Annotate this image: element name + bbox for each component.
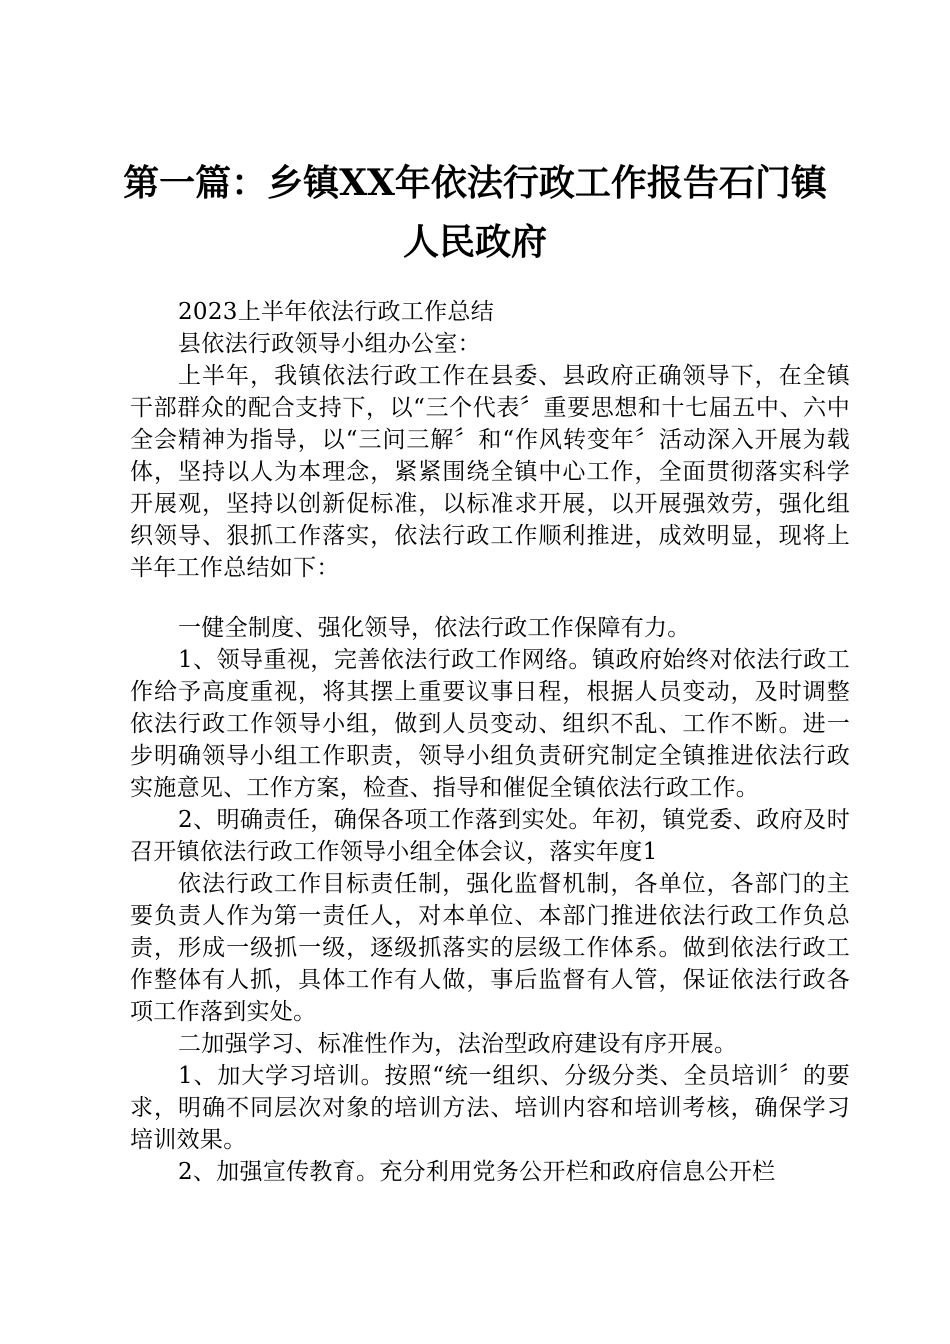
document-body: [130, 296, 850, 1188]
paragraph-1-1: 1、领导重视，完善依法行政工作网络。镇政府始终对依法行政工作给予高度重视，将其摆上重要议事日程，根据人员变动，及时调整依法行政工作领导小组，做到人员变动、组织不乱、工作不断。进一步明确领导小组工作职责，领导小组负责研究制定全镇推进依法行政实施意见、工作方案，检查、指导和催促全镇依法行政工作。: [130, 647, 850, 801]
paragraph-1-2: 2、明确责任，确保各项工作落到实处。年初，镇党委、政府及时召开镇依法行政工作领导小组全体会议，落实年度1: [130, 807, 850, 865]
paragraph-2-2: 2、加强宣传教育。充分利用党务公开栏和政府信息公开栏: [178, 1159, 776, 1185]
paragraph-addressee: 县依法行政领导小组办公室：: [178, 331, 481, 357]
document-title-line-2: 人民政府: [402, 221, 547, 263]
paragraph-1-2-continued: 依法行政工作目标责任制，强化监督机制，各单位，各部门的主要负责人作为第一责任人，对本单位、本部门推进依法行政工作负总责，形成一级抓一级，逐级抓落实的层级工作体系。做到依法行政工作整体有人抓，具体工作有人做，事后监督有人管，保证依法行政各项工作落到实处。: [130, 871, 850, 1025]
paragraph-intro: 上半年，我镇依法行政工作在县委、县政府正确领导下，在全镇干部群众的配合支持下，以“三个代表〞重要思想和十七届五中、六中全会精神为指导，以“三问三解〞和“作风转变年〞活动深入开展为载体，坚持以人为本理念，紧紧围绕全镇中心工作，全面贯彻落实科学开展观，坚持以创新促标准，以标准求开展，以开展强效劳，强化组织领导、狠抓工作落实，依法行政工作顺利推进，成效明显，现将上半年工作总结如下：: [130, 363, 850, 581]
paragraph-2-1: 1、加大学习培训。按照“统一组织、分级分类、全员培训〞的要求，明确不同层次对象的培训方法、培训内容和培训考核，确保学习培训效果。: [130, 1063, 850, 1153]
section-heading-1: 一健全制度、强化领导，依法行政工作保障有力。: [178, 615, 691, 641]
document-title-line-1: 第一篇：乡镇XX年依法行政工作报告石门镇: [123, 162, 827, 204]
section-heading-2: 二加强学习、标准性作为，法治型政府建设有序开展。: [178, 1031, 738, 1057]
paragraph-summary-heading: 2023上半年依法行政工作总结: [178, 299, 495, 325]
